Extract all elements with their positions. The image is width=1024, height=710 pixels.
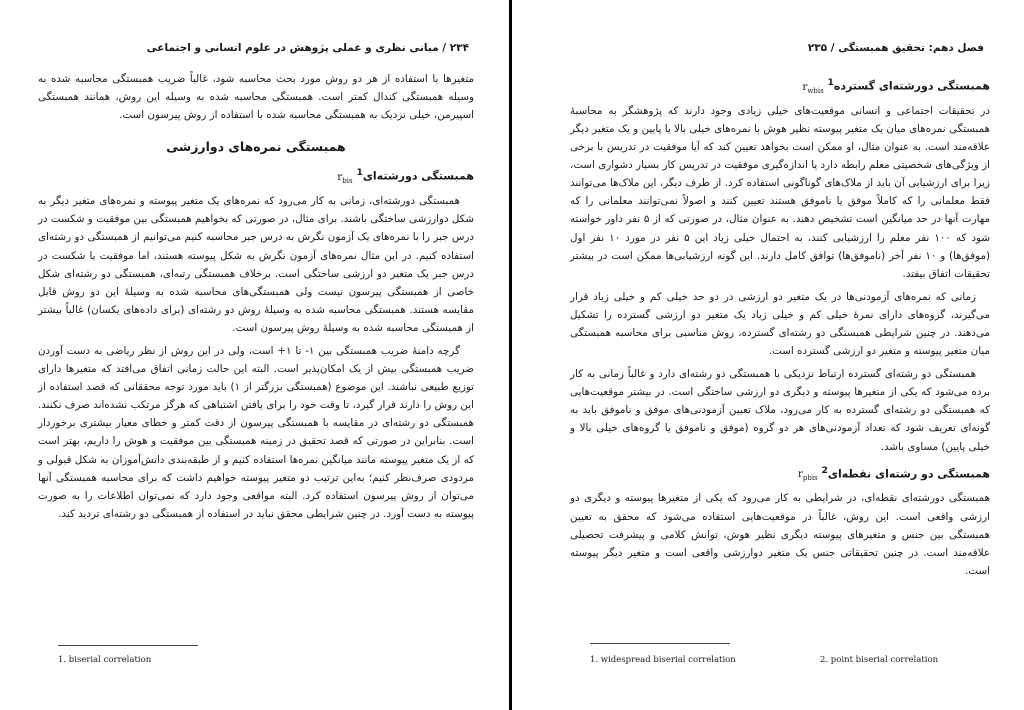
subhead-biserial xyxy=(38,164,474,190)
symbol-r-wbis: $r_{wbis}$ xyxy=(802,80,824,95)
footnote-right-1: 1. widespread biserial correlation xyxy=(590,655,736,665)
subhead-point-biserial xyxy=(570,462,990,488)
widespread-paragraph-2: زمانی که نمره‌های آزمودنی‌ها در یک متغیر دو ارزشی در دو حد خیلی کم و خیلی زیاد قرار می‌گیرند، گروه‌های دارای نمرهٔ خیلی کم و خیلی زیاد یک متغیر دو ارزشی گسترده را تشکیل می‌دهند. در چنین شرایطی همبستگی دو رشته‌ای گسترده، روش مناسبی برای محاسبه همبستگی میان متغیر پیوسته و متغیر دو ارزشی گسترده است. xyxy=(570,290,990,358)
footnote-rule-left xyxy=(58,645,198,646)
widespread-paragraph-1: در تحقیقات اجتماعی و انسانی موقعیت‌های خیلی زیادی وجود دارند که پژوهشگر به محاسبهٔ همبستگی نمره‌های میان یک متغیر پیوسته نظیر هوش با نمره‌های خیلی بالا یا پایین و یک متغیر دیگر علاقه‌مند است. به عنوان مثال، او ممکن است بخواهد تعیین کند که آیا موفقیت در تدریس با برخی از ویژگی‌های شخصیتی معلم رابطه دارد یا اندازه‌گیری موفقیت در تدریس کار بسیار دشواری است، زیرا برای ارزشیابی آن باید از ملاک‌های گوناگونی استفاده کرد. از طرف دیگر، این ملاک‌ها می‌توانند فقط معلمانی را که کاملاً موفق یا ناموفق هستند تعیین کنند و اصولاً نمی‌توانند معلمانی را که مهارت آنها در حد میانگین است تشخیص دهند. به عنوان مثال، در صورتی که از ۵ نفر داور خواسته شود که ۱۰۰ نفر معلم را ارزشیابی کنند، به احتمال خیلی زیاد این ۵ نفر در مورد ۱۰ نفر اول (موفق‌ها) و ۱۰ نفر آخر (ناموفق‌ها) توافق کامل دارند. این گونه ارزشیابی‌ها ممکن است در بیشتر تحقیقات اتفاق بیفتد. xyxy=(570,104,991,280)
running-head-left: ۲۳۴ / مبانی نظری و عملی پژوهش در علوم انسانی و اجتماعی xyxy=(146,42,469,54)
point-biserial-paragraph: همبستگی دورشته‌ای نقطه‌ای، در شرایطی به کار می‌رود که یکی از متغیرها پیوسته و دیگری دو ارزشی واقعی است. این روش، غالباً در موقعیت‌هایی استفاده می‌شود که محقق به تعیین همبستگی بین جنس و متغیرهای پیوسته دیگری نظیر هوش، توانش کلامی و پیشرفت تحصیلی علاقه‌مند است. در چنین تحقیقاتی جنس یک متغیر دوارزشی واقعی است و متغیر دیگر پیوسته است. xyxy=(570,492,990,577)
biserial-paragraph-1: همبستگی دورشته‌ای، زمانی به کار می‌رود که نمره‌های یک متغیر پیوسته و نمره‌های متغیر دیگر به شکل دوارزشی ساختگی باشند. برای مثال، در صورتی که بخواهیم همبستگی بین موفقیت و شکست در درس جبر را با نمره‌های یک آزمون نگرش به درس جبر محاسبه کنیم می‌توانیم از همبستگی دو رشته‌ای استفاده کنیم. در این مثال نمره‌های آزمون نگرش به شکل پیوسته هستند، اما موفقیت یا شکست در درس جبر یک متغیر دو ارزشی ساختگی است. برخلاف همبستگی رتبه‌ای، همبستگی دو رشته‌ای شکل خاصی از همبستگی پیرسون نیست ولی همبستگی‌های محاسبه شده به وسیلهٔ این دو روش قابل مقایسه هستند. همبستگی محاسبه شده به وسیلهٔ روش دو رشته‌ای (برای داده‌های یکسان) غالباً بیشتر از همبستگی محاسبه شده به وسیلهٔ روش پیرسون است. xyxy=(38,195,474,334)
subhead-biserial-footnote-mark: 1 xyxy=(356,167,363,179)
left-page-body xyxy=(38,70,474,528)
section-title: همبستگی نمره‌های دوارزشی xyxy=(166,139,346,155)
footnote-rule-right xyxy=(590,643,730,644)
right-page xyxy=(515,0,1024,710)
intro-paragraph: متغیرها با استفاده از هر دو روش مورد بحث محاسبه شود، غالباً ضریب همبستگی محاسبه شده به وسیله همبستگی کندال کمتر است. همبستگی محاسبه شده به وسیله این روش، همانند همبستگی اسپیرمن، خیلی نزدیک به همبستگی محاسبه شده با استفاده از روش پیرسون است. xyxy=(38,73,474,122)
subhead-widespread-text: همبستگی دورشته‌ای گسترده xyxy=(833,79,990,93)
right-page-body xyxy=(570,72,990,585)
subhead-point-text: همبستگی دو رشته‌ای نقطه‌ای xyxy=(827,467,990,481)
biserial-paragraph-2: گرچه دامنهٔ ضریب همبستگی بین ۱- تا ۱+ است، ولی در این روش از نظر ریاضی به دست آوردن ضریب همبستگی بیش از یک امکان‌پذیر است. البته این حالت زمانی اتفاق می‌افتد که متغیرها دارای توزیع طبیعی نباشند. این موضوع (همبستگی بزرگتر از ۱) باید مورد توجه محققانی که قصد استفاده از این روش را دارند قرار گیرد، تا وقت خود را برای یافتن اشتباهی که هرگز مرتکب نشده‌اند صرف نکنند. همبستگی دو رشته‌ای در مقایسه با همبستگی پیرسون از دقت کمتر و خطای معیار بیشتری برخوردار است. بنابراین در صورتی که قصد تحقیق در زمینه همبستگی بین موفقیت و هوش را داریم، بهتر است که از یک متغیر پیوسته مانند میانگین نمره‌ها استفاده کنیم و از طبقه‌بندی دانش‌آموزان به شکل قبولی و مردودی صرف‌نظر کنیم؛ به‌این ترتیب دو متغیر پیوسته خواهیم داشت که برای محاسبه همبستگی آنها می‌توان از روش پیرسون استفاده کرد. البته مواقعی وجود دارد که نمی‌توان اطلاعات را به صورت پیوسته به دست آورد. در چنین شرایطی محقق نباید در استفاده از همبستگی دو رشته‌ای تردید کند. xyxy=(38,344,474,520)
subhead-point-footnote-mark: 2 xyxy=(821,464,828,476)
footnote-right-2: 2. point biserial correlation xyxy=(820,655,939,665)
footnote-left: 1. biserial correlation xyxy=(58,655,152,665)
symbol-r-pbis: $r_{pbis}$ xyxy=(797,468,818,483)
subhead-biserial-text: همبستگی دورشته‌ای xyxy=(362,170,474,184)
symbol-r-bis: $r_{bis}$ xyxy=(337,171,353,186)
widespread-paragraph-3: همبستگی دو رشته‌ای گسترده ارتباط نزدیکی با همبستگی دو رشته‌ای دارد و غالباً زمانی به کار برده می‌شود که یکی از متغیرها پیوسته و دیگری دو ارزشی ساختگی است. در بیشتر موقعیت‌هایی که همبستگی دو رشته‌ای گسترده به کار می‌رود، ملاک تعیین آزمودنی‌های موفق و ناموفق باید به گونه‌ای تعریف شود که تعداد آزمودنی‌های هر دو گروه (موفق و ناموفق یا گروه‌های خیلی بالا و خیلی پایین) مساوی باشد. xyxy=(570,368,990,453)
subhead-widespread-footnote-mark: 1 xyxy=(827,77,834,88)
running-head-right: فصل دهم: تحقیق همبستگی / ۲۳۵ xyxy=(807,42,984,54)
subhead-widespread-biserial xyxy=(570,74,990,100)
